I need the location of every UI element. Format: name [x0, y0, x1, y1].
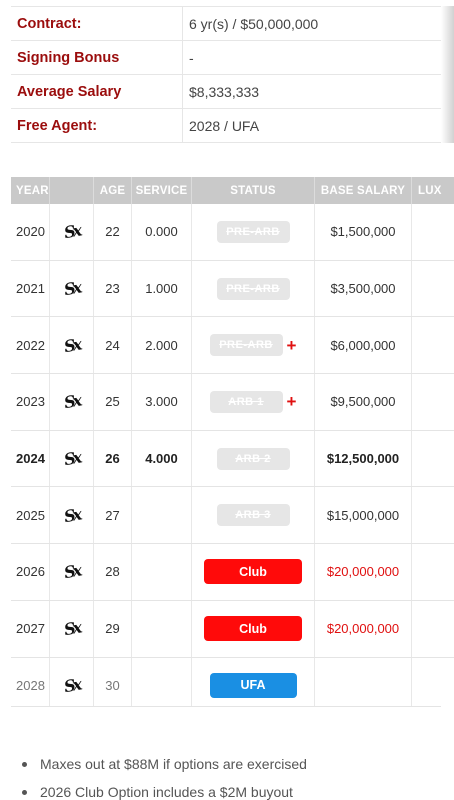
signing-bonus-value: - — [189, 49, 194, 66]
cell-year: 2025 — [11, 487, 50, 543]
cell-lux — [412, 431, 454, 487]
white-sox-logo-icon[interactable] — [50, 374, 94, 430]
cell-service — [132, 487, 192, 543]
note-item — [22, 778, 307, 800]
white-sox-logo-icon[interactable] — [50, 204, 94, 260]
cell-lux — [412, 601, 454, 657]
cell-service — [132, 544, 192, 600]
cell-year: 2020 — [11, 204, 50, 260]
cell-base-salary — [315, 487, 412, 543]
team-logo-glyph: Sx — [62, 221, 81, 243]
cell-year: 2022 — [11, 317, 50, 373]
cell-age: 30 — [94, 658, 132, 708]
cell-status — [192, 544, 315, 600]
white-sox-logo-icon[interactable] — [50, 317, 94, 373]
base-salary-value: $12,500,000 — [326, 451, 400, 467]
cell-service: 1.000 — [132, 261, 192, 317]
note-text: Maxes out at $88M if options are exercised — [40, 756, 307, 772]
cell-year: 2026 — [11, 544, 50, 600]
signing-bonus-row — [11, 41, 441, 75]
table-row — [11, 544, 454, 601]
base-salary-value: $15,000,000 — [326, 507, 400, 523]
cell-base-salary — [315, 204, 412, 260]
notes-list — [22, 750, 307, 800]
cell-status — [192, 487, 315, 543]
average-salary-label: Average Salary — [11, 75, 183, 108]
cell-age: 27 — [94, 487, 132, 543]
status-badge: ARB 3 — [217, 504, 290, 526]
cell-year: 2027 — [11, 601, 50, 657]
cell-year: 2028 — [11, 658, 50, 708]
free-agent-row — [11, 109, 441, 143]
cell-year: 2023 — [11, 374, 50, 430]
cell-status — [192, 317, 315, 373]
cell-base-salary — [315, 658, 412, 708]
cell-age: 25 — [94, 374, 132, 430]
cell-service: 0.000 — [132, 204, 192, 260]
cell-age: 26 — [94, 431, 132, 487]
cell-status — [192, 374, 315, 430]
contract-value: 6 yr(s) / $50,000,000 — [189, 15, 319, 32]
cell-lux — [412, 544, 454, 600]
status-badge[interactable]: UFA — [210, 673, 297, 698]
cell-lux — [412, 204, 454, 260]
cell-base-salary — [315, 544, 412, 600]
header-year[interactable]: YEAR — [11, 177, 50, 204]
table-row — [11, 431, 454, 488]
table-row — [11, 204, 454, 261]
team-logo-glyph: Sx — [62, 561, 81, 583]
cell-service — [132, 601, 192, 657]
plus-icon[interactable]: + — [286, 335, 297, 355]
header-team — [50, 177, 94, 204]
base-salary-value: $20,000,000 — [326, 564, 400, 580]
team-logo-glyph: Sx — [62, 277, 81, 300]
average-salary-row — [11, 75, 441, 109]
status-badge[interactable]: Club — [204, 559, 302, 584]
average-salary-value: $8,333,333 — [189, 83, 260, 100]
status-badge: PRE-ARB — [217, 221, 290, 243]
header-age[interactable]: AGE — [94, 177, 132, 204]
status-badge: ARB 1 — [210, 391, 283, 413]
plus-icon[interactable]: + — [286, 392, 297, 412]
salary-table-header — [11, 177, 454, 204]
signing-bonus-label: Signing Bonus — [11, 41, 183, 74]
table-row — [11, 487, 454, 544]
status-badge: PRE-ARB — [217, 278, 290, 300]
base-salary-value: $20,000,000 — [326, 621, 400, 637]
base-salary-value: $1,500,000 — [330, 224, 396, 240]
cell-status — [192, 261, 315, 317]
cell-status — [192, 658, 315, 708]
cell-status — [192, 204, 315, 260]
table-row — [11, 658, 454, 708]
header-base-salary[interactable]: BASE SALARY — [315, 177, 412, 204]
cell-service: 2.000 — [132, 317, 192, 373]
base-salary-value: $9,500,000 — [330, 394, 396, 410]
bullet-icon — [22, 762, 27, 767]
team-logo-glyph: Sx — [62, 617, 81, 640]
free-agent-value: 2028 / UFA — [189, 117, 260, 134]
status-badge: PRE-ARB — [210, 334, 283, 356]
free-agent-label: Free Agent: — [11, 109, 183, 142]
cell-lux — [412, 374, 454, 430]
table-row — [11, 601, 454, 658]
cell-base-salary — [315, 261, 412, 317]
base-salary-value: $6,000,000 — [330, 337, 396, 353]
cell-age: 29 — [94, 601, 132, 657]
team-logo-glyph: Sx — [62, 504, 81, 526]
cell-lux — [412, 658, 454, 708]
cell-status — [192, 601, 315, 657]
cell-service: 3.000 — [132, 374, 192, 430]
bullet-icon — [22, 790, 27, 795]
status-badge[interactable]: Club — [204, 616, 302, 641]
table-row — [11, 374, 454, 431]
salary-table[interactable] — [11, 177, 454, 707]
cell-base-salary — [315, 317, 412, 373]
table-bottom-divider — [11, 706, 441, 707]
cell-base-salary — [315, 431, 412, 487]
contract-row — [11, 7, 441, 41]
note-text: 2026 Club Option includes a $2M buyout — [40, 784, 293, 800]
white-sox-logo-icon[interactable] — [50, 658, 94, 708]
cell-service: 4.000 — [132, 431, 192, 487]
cell-lux — [412, 487, 454, 543]
white-sox-logo-icon[interactable] — [50, 544, 94, 600]
header-lux[interactable]: LUX — [418, 184, 442, 197]
note-item — [22, 750, 307, 778]
cell-year: 2024 — [11, 431, 50, 487]
table-row — [11, 317, 454, 374]
cell-service — [132, 658, 192, 708]
table-row — [11, 261, 454, 318]
white-sox-logo-icon[interactable] — [50, 431, 94, 487]
header-service[interactable]: SERVICE — [132, 177, 192, 204]
team-logo-glyph: Sx — [62, 334, 81, 356]
white-sox-logo-icon[interactable] — [50, 601, 94, 657]
cell-age: 28 — [94, 544, 132, 600]
cell-age: 24 — [94, 317, 132, 373]
contract-summary-table — [11, 6, 441, 143]
salary-table-body — [11, 204, 454, 707]
cell-year: 2021 — [11, 261, 50, 317]
cell-lux — [412, 317, 454, 373]
contract-label: Contract: — [11, 7, 183, 40]
cell-base-salary — [315, 374, 412, 430]
cell-base-salary — [315, 601, 412, 657]
team-logo-glyph: Sx — [62, 447, 81, 470]
cell-lux — [412, 261, 454, 317]
cell-age: 22 — [94, 204, 132, 260]
status-badge: ARB 2 — [217, 448, 290, 470]
team-logo-glyph: Sx — [62, 391, 81, 413]
horizontal-scroll-shadow[interactable] — [441, 6, 454, 143]
cell-status — [192, 431, 315, 487]
header-status[interactable]: STATUS — [192, 177, 315, 204]
base-salary-value: $3,500,000 — [330, 281, 396, 297]
cell-age: 23 — [94, 261, 132, 317]
white-sox-logo-icon[interactable] — [50, 261, 94, 317]
team-logo-glyph: Sx — [62, 674, 81, 697]
white-sox-logo-icon[interactable] — [50, 487, 94, 543]
